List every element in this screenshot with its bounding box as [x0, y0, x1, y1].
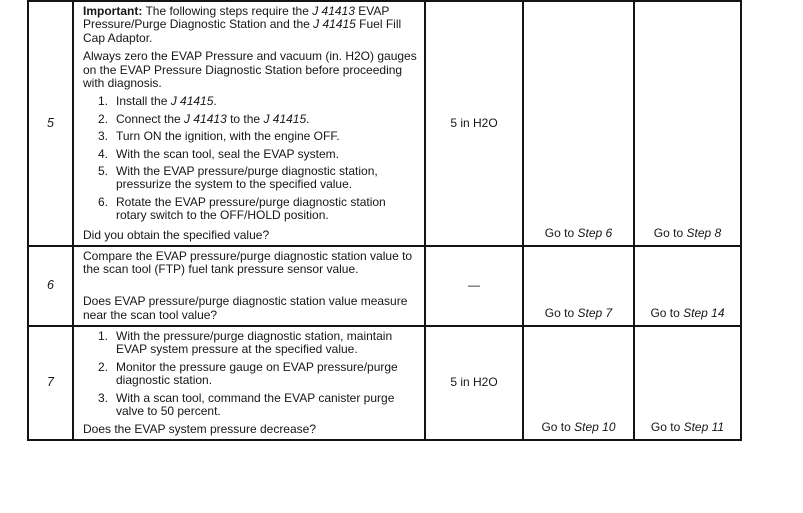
- step7-question: Does the EVAP system pressure decrease?: [83, 421, 317, 436]
- yes-goto: Go to Step 6: [544, 225, 613, 240]
- specified-value: 5 in H2O: [450, 115, 498, 130]
- yes-goto: Go to Step 10: [541, 419, 616, 434]
- list-item: 2. Connect the J 41413 to the J 41415.: [98, 111, 310, 126]
- list-item: 3. Turn ON the ignition, with the engine OFF.: [98, 129, 340, 144]
- compare-note: Compare the EVAP pressure/purge diagnostic station value to the scan tool (FTP) fuel tank pressure sensor value.: [83, 249, 413, 277]
- step7-instruction-list: [98, 330, 418, 422]
- step-number: 6: [47, 278, 54, 293]
- step7-yes-cell: [524, 327, 635, 439]
- zero-gauges-note: Always zero the EVAP Pressure and vacuum (in. H2O) gauges on the EVAP Pressure Diagnostic Station before proceeding with diagnosis.: [83, 49, 417, 91]
- step5-value-cell: [426, 2, 524, 247]
- specified-value: 5 in H2O: [450, 375, 498, 390]
- step5-action-cell: [74, 2, 426, 247]
- step5-question: Did you obtain the specified value?: [83, 227, 270, 242]
- step5-no-cell: [635, 2, 740, 247]
- list-item: 3. With a scan tool, command the EVAP canister purge valve to 50 percent.: [98, 390, 395, 419]
- step7-number-cell: [29, 327, 74, 439]
- step6-question: Does EVAP pressure/purge diagnostic station value measure near the scan tool value?: [83, 294, 408, 322]
- no-goto: Go to Step 11: [650, 419, 725, 434]
- step5-yes-cell: [524, 2, 635, 247]
- step7-value-cell: [426, 327, 524, 439]
- step7-action-cell: [74, 327, 426, 439]
- list-item: 5. With the EVAP pressure/purge diagnostic station, pressurize the system to the specified value.: [98, 164, 378, 192]
- list-item: 2. Monitor the pressure gauge on EVAP pressure/purge diagnostic station.: [98, 359, 398, 388]
- step-number: 5: [47, 115, 54, 130]
- yes-goto: Go to Step 7: [544, 305, 613, 320]
- step6-value-cell: [426, 247, 524, 327]
- step6-number-cell: [29, 247, 74, 327]
- list-item: 1. Install the J 41415.: [98, 94, 217, 109]
- diagnostic-table: [27, 0, 742, 441]
- step-number: 7: [47, 375, 54, 390]
- specified-value: —: [468, 278, 480, 293]
- no-goto: Go to Step 8: [653, 225, 722, 240]
- list-item: 1. With the pressure/purge diagnostic station, maintain EVAP system pressure at the specified value.: [98, 329, 393, 357]
- step6-action-cell: [74, 247, 426, 327]
- important-note: Important: The following steps require the J 41413 EVAP Pressure/Purge Diagnostic Station and the J 41415 Fuel Fill Cap Adaptor.: [83, 4, 402, 45]
- step6-no-cell: [635, 247, 740, 327]
- step6-yes-cell: [524, 247, 635, 327]
- step5-number-cell: [29, 2, 74, 247]
- step5-instruction-list: [98, 95, 418, 226]
- list-item: 4. With the scan tool, seal the EVAP system.: [98, 146, 339, 161]
- step7-no-cell: [635, 327, 740, 439]
- no-goto: Go to Step 14: [650, 305, 725, 320]
- list-item: 6. Rotate the EVAP pressure/purge diagnostic station rotary switch to the OFF/HOLD position.: [98, 194, 386, 223]
